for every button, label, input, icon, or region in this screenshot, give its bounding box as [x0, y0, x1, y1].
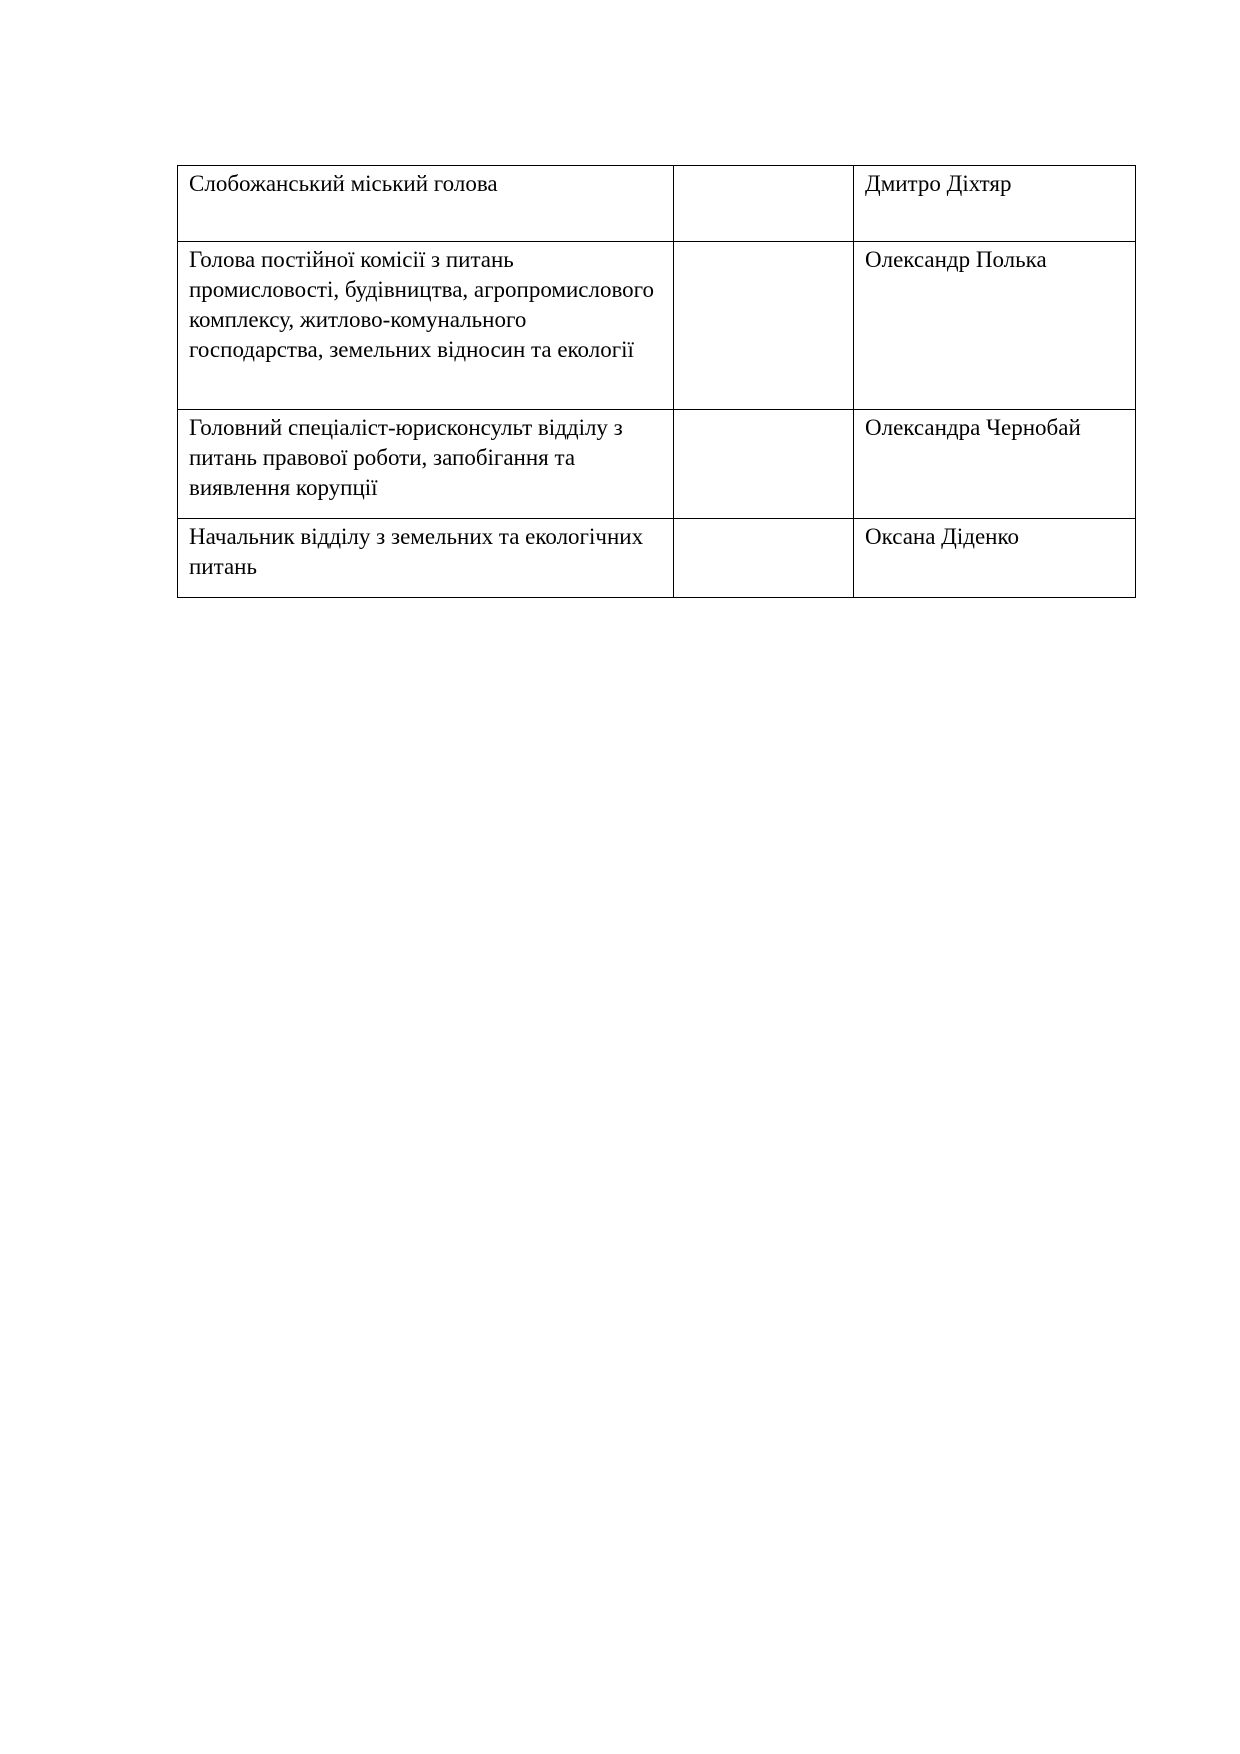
signature-cell	[674, 410, 854, 519]
position-cell: Голова постійної комісії з питань промисловості, будівництва, агропромислового комплексу, житлово-комунального господарства, земельних відносин та екології	[178, 242, 674, 410]
name-cell: Оксана Діденко	[854, 519, 1136, 598]
signature-cell	[674, 519, 854, 598]
name-cell: Олександр Полька	[854, 242, 1136, 410]
signature-cell	[674, 166, 854, 242]
table-row	[178, 242, 1136, 410]
signature-cell	[674, 242, 854, 410]
table-row	[178, 166, 1136, 242]
table-row	[178, 519, 1136, 598]
signatures-table	[177, 165, 1136, 598]
position-cell: Слобожанський міський голова	[178, 166, 674, 242]
name-cell: Дмитро Діхтяр	[854, 166, 1136, 242]
position-cell: Головний спеціаліст-юрисконсульт відділу з питань правової роботи, запобігання та виявлення корупції	[178, 410, 674, 519]
position-cell: Начальник відділу з земельних та екологічних питань	[178, 519, 674, 598]
table-row	[178, 410, 1136, 519]
name-cell: Олександра Чернобай	[854, 410, 1136, 519]
